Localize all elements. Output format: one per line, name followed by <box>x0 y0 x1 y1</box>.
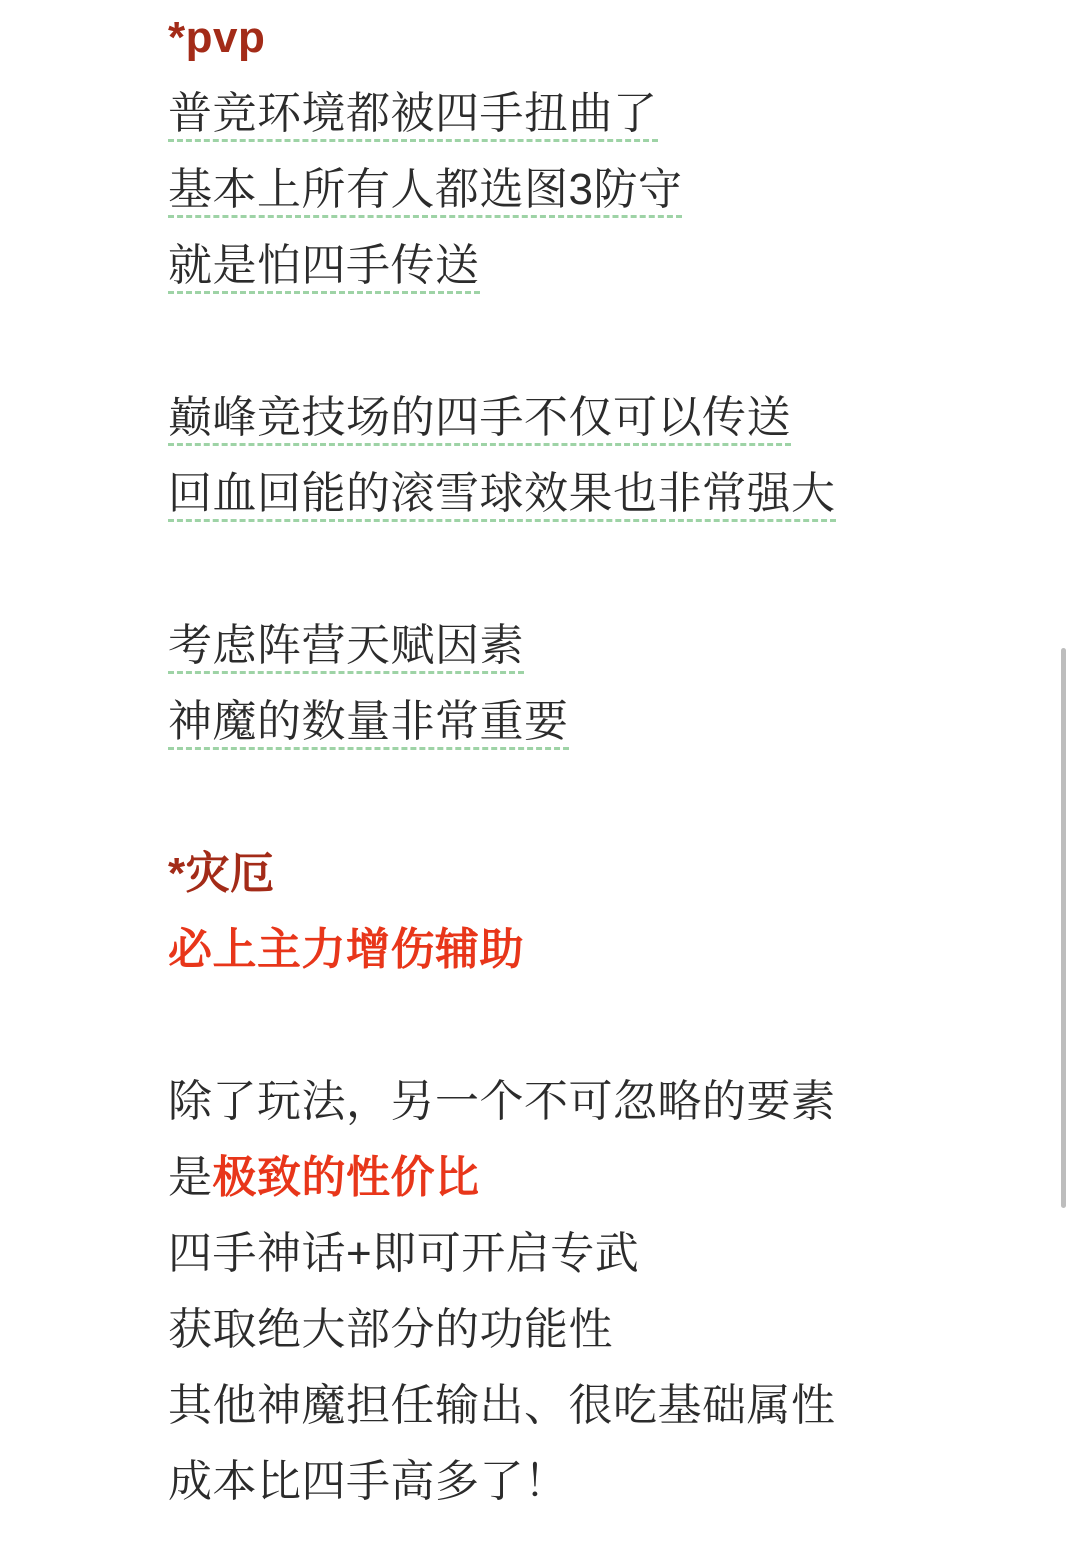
paragraph-spacer <box>168 760 968 836</box>
note-line: 普竞环境都被四手扭曲了 <box>168 76 658 152</box>
note-line-mixed <box>168 1140 480 1216</box>
section-value <box>168 1064 968 1520</box>
section-calamity <box>168 836 968 988</box>
note-line: 回血回能的滚雪球效果也非常强大 <box>168 456 836 532</box>
note-line: 获取绝大部分的功能性 <box>168 1305 613 1354</box>
section-heading-pvp: *pvp <box>168 13 266 62</box>
note-line-prefix: 是 <box>168 1153 213 1202</box>
note-line-emphasis: 必上主力增伤辅助 <box>168 925 524 974</box>
note-line: 除了玩法，另一个不可忽略的要素 <box>168 1077 836 1126</box>
note-line: 就是怕四手传送 <box>168 228 480 304</box>
note-line-highlight: 极致的性价比 <box>212 1153 480 1202</box>
note-line: 成本比四手高多了！ <box>168 1457 569 1506</box>
section-arena <box>168 380 968 532</box>
scrollbar-thumb[interactable] <box>1061 648 1066 1208</box>
paragraph-spacer <box>168 532 968 608</box>
section-faction <box>168 608 968 760</box>
section-pvp <box>168 0 968 304</box>
note-line: 基本上所有人都选图3防守 <box>168 152 682 228</box>
paragraph-spacer <box>168 304 968 380</box>
vertical-scrollbar[interactable] <box>1066 0 1074 1553</box>
section-heading-calamity: *灾厄 <box>168 849 275 898</box>
note-line: 神魔的数量非常重要 <box>168 684 569 760</box>
note-line: 考虑阵营天赋因素 <box>168 608 524 684</box>
note-line: 其他神魔担任输出、很吃基础属性 <box>168 1381 836 1430</box>
paragraph-spacer <box>168 988 968 1064</box>
note-body <box>168 0 968 1520</box>
note-line: 四手神话+即可开启专武 <box>168 1229 640 1278</box>
note-line: 巅峰竞技场的四手不仅可以传送 <box>168 380 791 456</box>
